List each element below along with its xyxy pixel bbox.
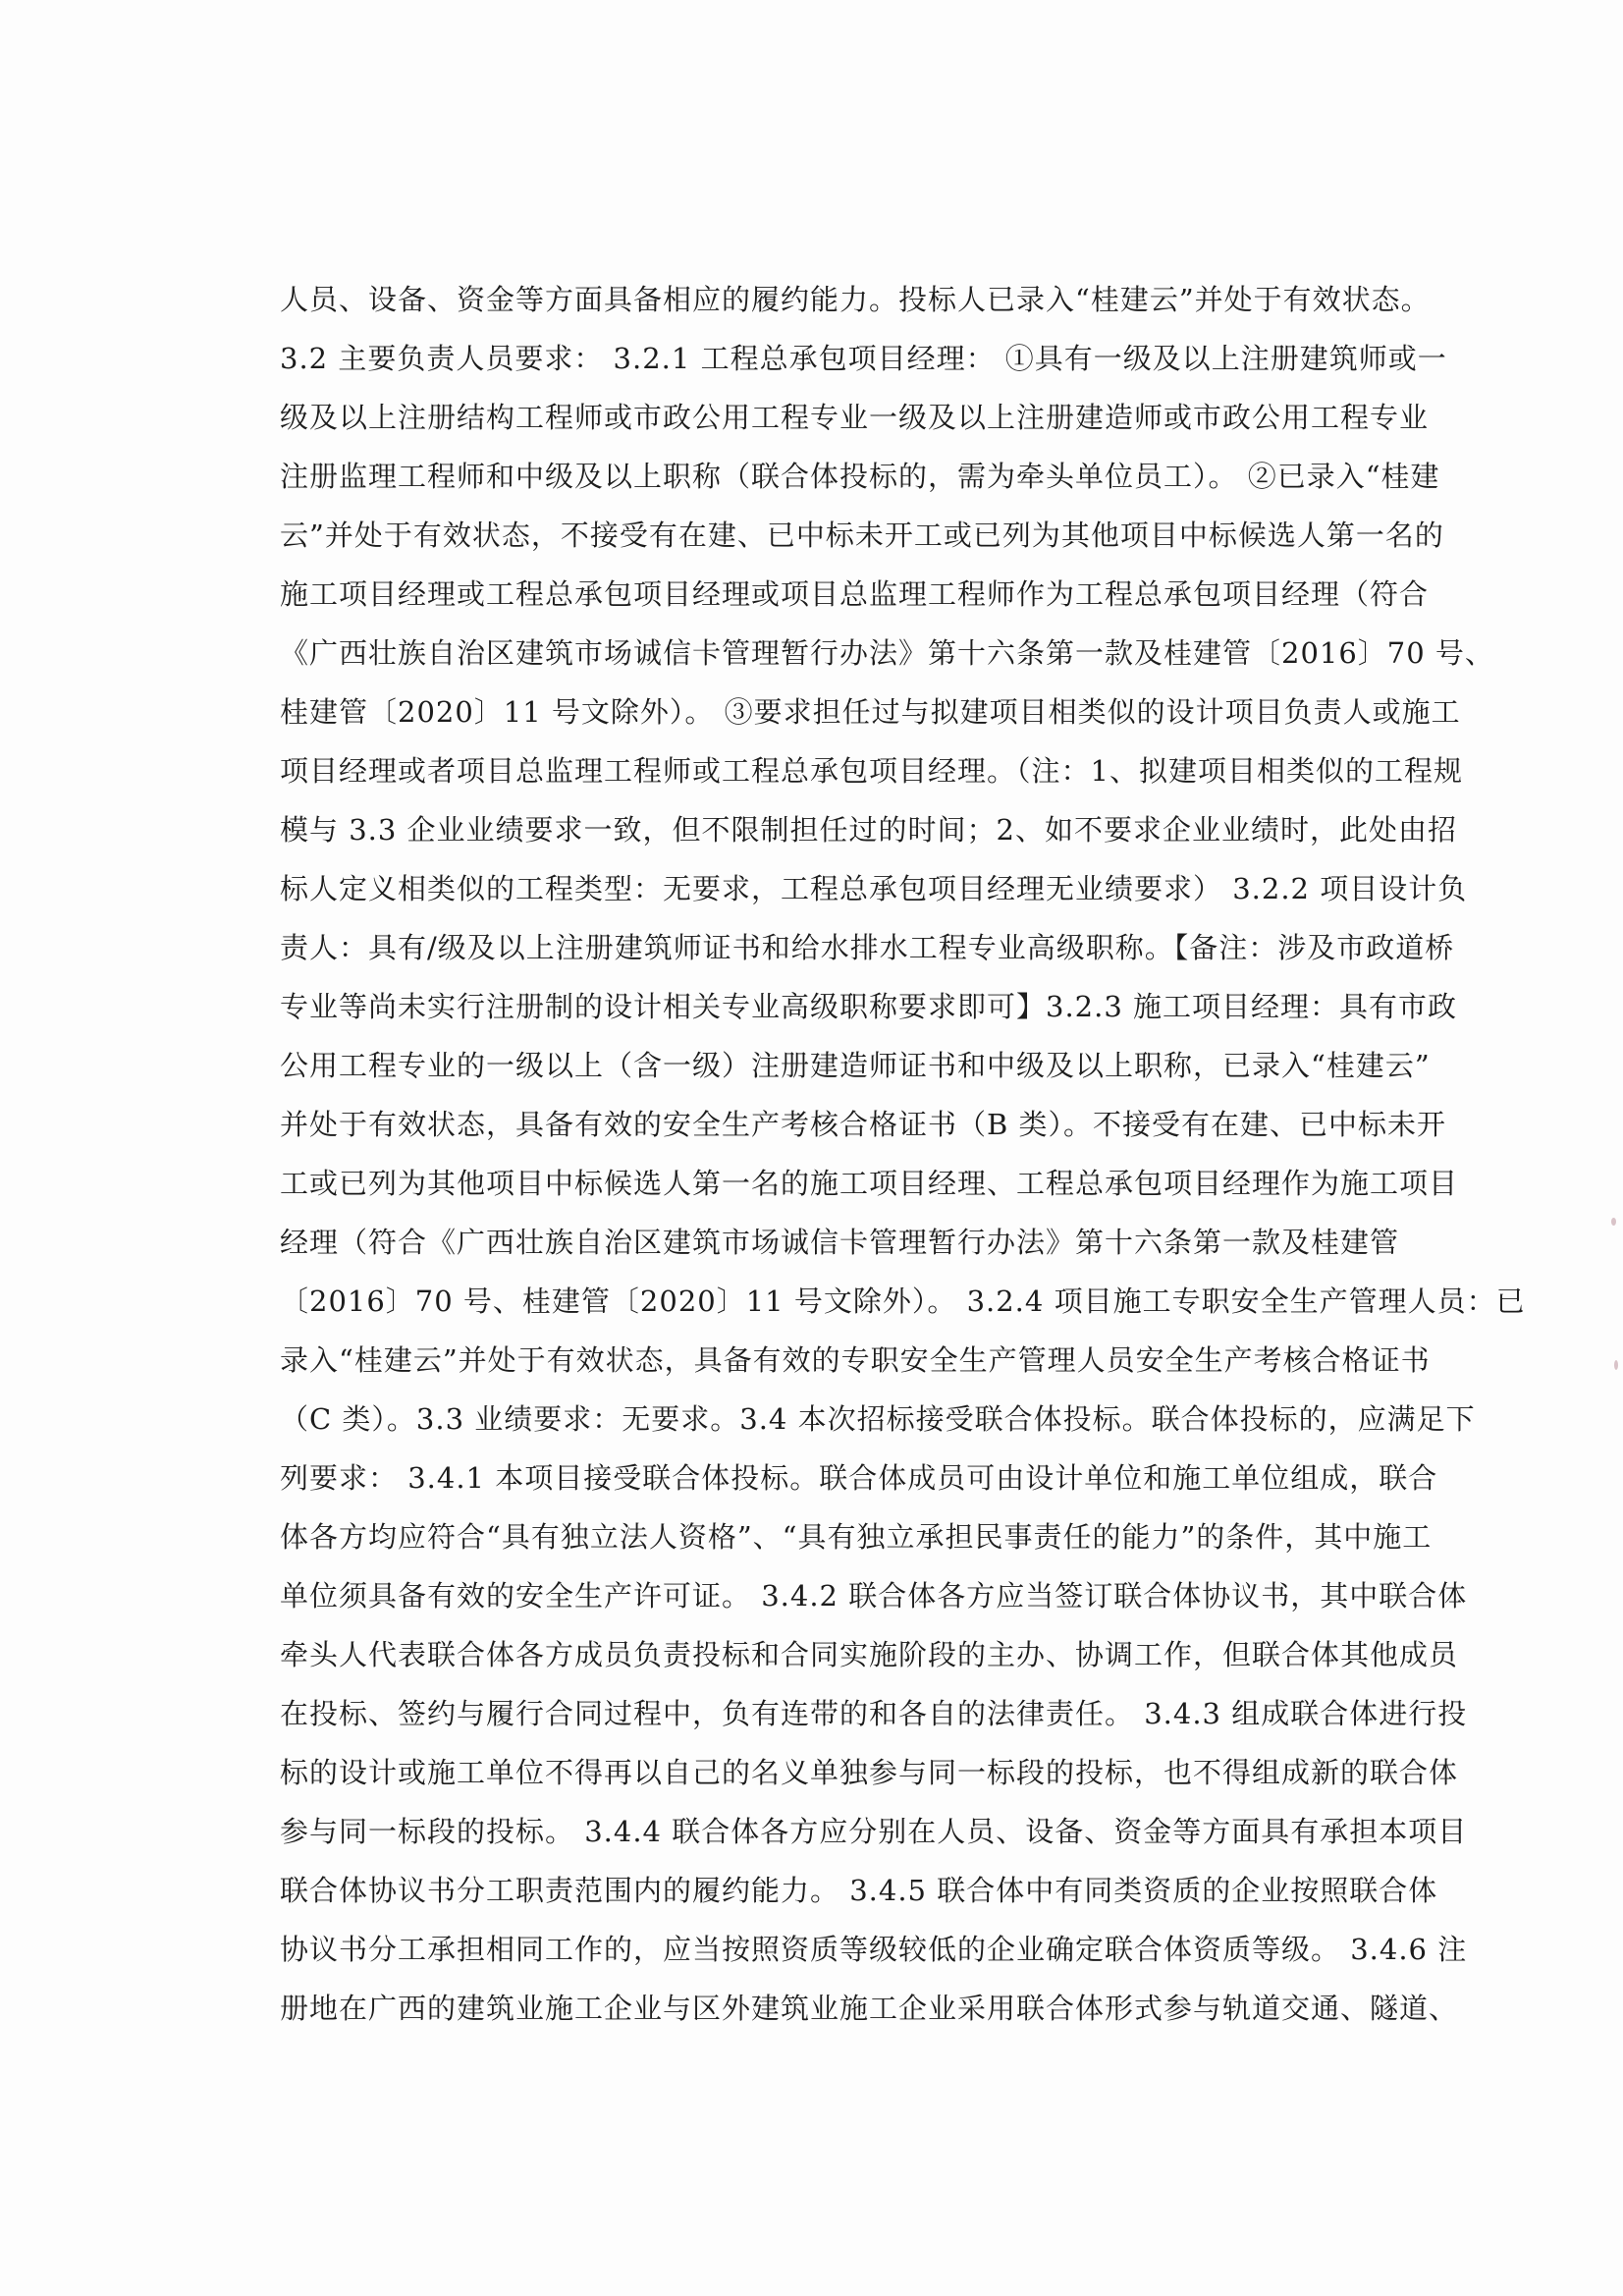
text-line: 责人：具有/级及以上注册建筑师证书和给水排水工程专业高级职称。【备注：涉及市政道桥 xyxy=(280,931,1455,964)
text-line: 列要求： 3.4.1 本项目接受联合体投标。联合体成员可由设计单位和施工单位组成，联合 xyxy=(280,1461,1438,1495)
text-line: 录入“桂建云”并处于有效状态，具备有效的专职安全生产管理人员安全生产考核合格证书 xyxy=(280,1343,1431,1377)
text-line: 注册监理工程师和中级及以上职称（联合体投标的，需为牵头单位员工）。 ②已录入“桂建 xyxy=(280,460,1440,493)
text-line: 并处于有效状态，具备有效的安全生产考核合格证书（B 类）。不接受有在建、已中标未开 xyxy=(280,1108,1447,1141)
text-line: 体各方均应符合“具有独立法人资格”、“具有独立承担民事责任的能力”的条件，其中施工 xyxy=(280,1520,1433,1554)
text-line: 3.2 主要负责人员要求： 3.2.1 工程总承包项目经理： ①具有一级及以上注册建筑师或一 xyxy=(280,342,1447,375)
text-line: 模与 3.3 企业业绩要求一致，但不限制担任过的时间；2、如不要求企业业绩时，此处由招 xyxy=(280,813,1458,847)
text-line: 《广西壮族自治区建筑市场诚信卡管理暂行办法》第十六条第一款及桂建管〔2016〕70 号、 xyxy=(280,636,1494,670)
text-line: 施工项目经理或工程总承包项目经理或项目总监理工程师作为工程总承包项目经理（符合 xyxy=(280,577,1430,611)
text-line: 单位须具备有效的安全生产许可证。 3.4.2 联合体各方应当签订联合体协议书，其中联合体 xyxy=(280,1579,1468,1613)
text-line: 标人定义相类似的工程类型：无要求，工程总承包项目经理无业绩要求） 3.2.2 项目设计负 xyxy=(280,872,1468,905)
text-line: 经理（符合《广西壮族自治区建筑市场诚信卡管理暂行办法》第十六条第一款及桂建管 xyxy=(280,1226,1400,1259)
text-line: 项目经理或者项目总监理工程师或工程总承包项目经理。（注：1、拟建项目相类似的工程规 xyxy=(280,754,1463,788)
text-line: 人员、设备、资金等方面具备相应的履约能力。投标人已录入“桂建云”并处于有效状态。 xyxy=(280,283,1431,316)
text-line: 参与同一标段的投标。 3.4.4 联合体各方应分别在人员、设备、资金等方面具有承担本项目 xyxy=(280,1815,1468,1848)
text-line: 在投标、签约与履行合同过程中，负有连带的和各自的法律责任。 3.4.3 组成联合体进行投 xyxy=(280,1697,1468,1730)
text-line: 工或已列为其他项目中标候选人第一名的施工项目经理、工程总承包项目经理作为施工项目 xyxy=(280,1167,1459,1200)
text-line: 〔2016〕70 号、桂建管〔2020〕11 号文除外）。 3.2.4 项目施工专职安全生产管理人员：已 xyxy=(280,1285,1526,1318)
text-line: 协议书分工承担相同工作的，应当按照资质等级较低的企业确定联合体资质等级。 3.4.6 注 xyxy=(280,1933,1468,1966)
text-line: 册地在广西的建筑业施工企业与区外建筑业施工企业采用联合体形式参与轨道交通、隧道、 xyxy=(280,1992,1459,2025)
text-line: 标的设计或施工单位不得再以自己的名义单独参与同一标段的投标，也不得组成新的联合体 xyxy=(280,1756,1459,1789)
text-line: 级及以上注册结构工程师或市政公用工程专业一级及以上注册建造师或市政公用工程专业 xyxy=(280,401,1430,434)
scan-speck xyxy=(1614,1360,1618,1370)
text-line: 云”并处于有效状态，不接受有在建、已中标未开工或已列为其他项目中标候选人第一名的 xyxy=(280,519,1444,552)
body-text xyxy=(280,278,1526,2046)
text-line: 公用工程专业的一级以上（含一级）注册建造师证书和中级及以上职称，已录入“桂建云” xyxy=(280,1049,1431,1082)
text-line: （C 类）。3.3 业绩要求：无要求。3.4 本次招标接受联合体投标。联合体投标的，应满足下 xyxy=(280,1402,1476,1436)
text-line: 牵头人代表联合体各方成员负责投标和合同实施阶段的主办、协调工作，但联合体其他成员 xyxy=(280,1638,1459,1671)
text-line: 专业等尚未实行注册制的设计相关专业高级职称要求即可】3.2.3 施工项目经理：具有市政 xyxy=(280,990,1458,1023)
scan-speck xyxy=(1611,1218,1616,1226)
text-line: 联合体协议书分工职责范围内的履约能力。 3.4.5 联合体中有同类资质的企业按照联合体 xyxy=(280,1874,1438,1907)
text-line: 桂建管〔2020〕11 号文除外）。 ③要求担任过与拟建项目相类似的设计项目负责人或施工 xyxy=(280,695,1461,729)
